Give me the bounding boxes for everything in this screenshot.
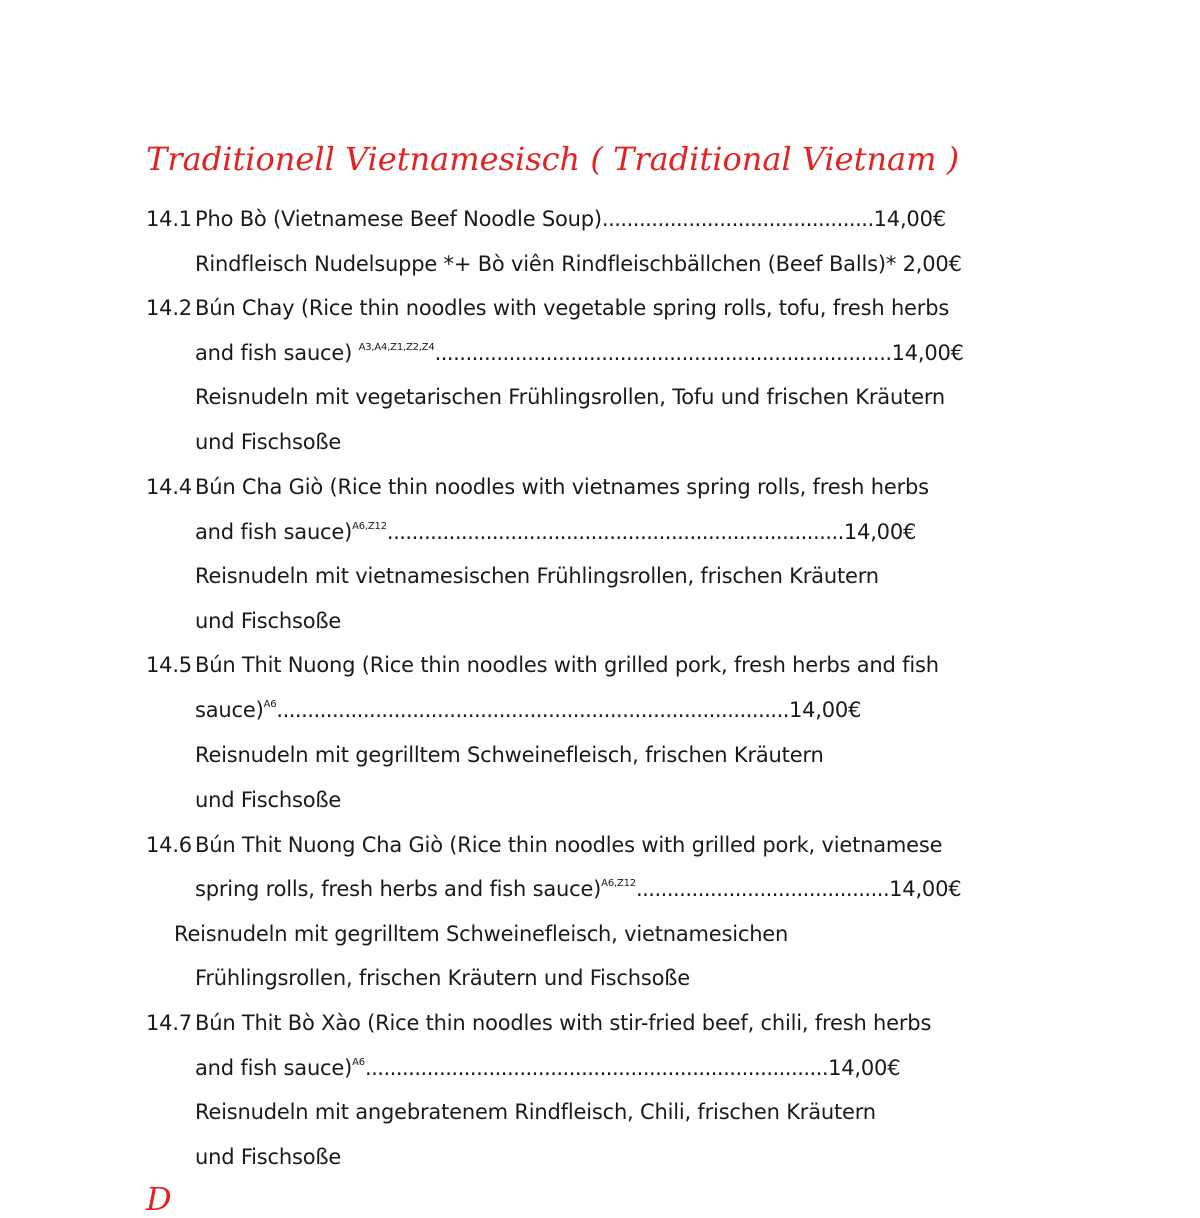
menu-item-14-1-title [146, 204, 946, 234]
item-price: 14,00€ [873, 207, 946, 231]
allergen-codes: A3,A4,Z1,Z2,Z4 [358, 342, 435, 353]
menu-item-14-5-description [195, 740, 824, 770]
item-description: Rindfleisch Nudelsuppe *+ Bò viên Rindfleischbällchen (Beef Balls)* 2,00€ [195, 252, 962, 276]
item-number: 14.2 [146, 296, 192, 320]
item-name: Bún Thit Nuong Cha Giò (Rice thin noodles with grilled pork, vietnamese [195, 833, 943, 857]
item-description: und Fischsoße [195, 609, 342, 633]
item-description: und Fischsoße [195, 1145, 342, 1169]
menu-item-14-5-title-cont [195, 695, 861, 725]
item-price: 14,00€ [889, 877, 962, 901]
menu-item-14-2-description-2 [195, 427, 341, 457]
item-name: Pho Bò (Vietnamese Beef Noodle Soup) [195, 207, 602, 231]
item-name-cont: and fish sauce) [195, 341, 353, 365]
menu-item-14-6-title [146, 830, 942, 860]
item-name-cont: and fish sauce) [195, 520, 353, 544]
section-title: Traditionell Vietnamesisch ( Traditional Vietnam ) [146, 140, 960, 178]
menu-item-14-6-description [174, 919, 788, 949]
item-number: 14.5 [146, 653, 192, 677]
leader-dots: ................................................................................... [276, 698, 789, 722]
item-description: und Fischsoße [195, 788, 342, 812]
leader-dots: .......................................................................... [386, 520, 844, 544]
item-number: 14.7 [146, 1011, 192, 1035]
menu-item-14-4-title-cont [195, 517, 916, 547]
item-price: 14,00€ [843, 520, 917, 544]
menu-item-14-5-title [146, 650, 939, 680]
item-name: Bún Cha Giò (Rice thin noodles with vietnames spring rolls, fresh herbs [195, 475, 929, 499]
allergen-codes: A6 [263, 699, 277, 710]
menu-item-14-4-description [195, 561, 879, 591]
menu-item-14-7-description-2 [195, 1142, 341, 1172]
leader-dots: .......................................................................... [434, 341, 892, 365]
menu-item-14-4-description-2 [195, 606, 341, 636]
item-number: 14.1 [146, 207, 192, 231]
leader-dots: ............................................ [601, 207, 874, 231]
menu-item-14-2-title [146, 293, 949, 323]
item-name: Bún Thit Nuong (Rice thin noodles with grilled pork, fresh herbs and fish [195, 653, 939, 677]
menu-item-14-7-description [195, 1097, 876, 1127]
item-name-cont: sauce) [195, 698, 264, 722]
allergen-codes: A6,Z12 [601, 878, 636, 889]
item-description: Reisnudeln mit vietnamesischen Frühlingsrollen, frischen Kräutern [195, 564, 879, 588]
allergen-codes: A6,Z12 [352, 521, 387, 532]
item-price: 14,00€ [891, 341, 964, 365]
menu-item-14-7-title [146, 1008, 931, 1038]
menu-item-14-2-title-cont [195, 338, 964, 368]
item-number: 14.4 [146, 475, 192, 499]
leader-dots: ........................................................................... [364, 1056, 829, 1080]
item-number: 14.6 [146, 833, 192, 857]
menu-item-14-7-title-cont [195, 1053, 900, 1083]
menu-item-14-1-description [195, 249, 962, 279]
menu-item-14-6-title-cont [195, 874, 961, 904]
item-price: 14,00€ [828, 1056, 901, 1080]
item-description: Reisnudeln mit vegetarischen Frühlingsrollen, Tofu und frischen Kräutern [195, 385, 946, 409]
allergen-codes: A6 [352, 1057, 365, 1068]
item-description: Reisnudeln mit gegrilltem Schweinefleisch, frischen Kräutern [195, 743, 824, 767]
item-description: Reisnudeln mit angebratenem Rindfleisch, Chili, frischen Kräutern [195, 1100, 876, 1124]
item-description: Frühlingsrollen, frischen Kräutern und Fischsoße [195, 966, 691, 990]
item-description: Reisnudeln mit gegrilltem Schweinefleisch, vietnamesichen [174, 922, 789, 946]
item-name: Bún Thit Bò Xào (Rice thin noodles with stir-fried beef, chili, fresh herbs [195, 1011, 932, 1035]
item-name: Bún Chay (Rice thin noodles with vegetable spring rolls, tofu, fresh herbs [195, 296, 950, 320]
menu-item-14-5-description-2 [195, 785, 341, 815]
menu-item-14-4-title [146, 472, 929, 502]
item-name-cont: and fish sauce) [195, 1056, 353, 1080]
item-description: und Fischsoße [195, 430, 342, 454]
menu-item-14-2-description [195, 382, 945, 412]
menu-item-14-6-description-2 [195, 963, 690, 993]
next-section-title: D [146, 1180, 172, 1218]
item-price: 14,00€ [788, 698, 862, 722]
leader-dots: ......................................... [635, 877, 890, 901]
item-name-cont: spring rolls, fresh herbs and fish sauce) [195, 877, 602, 901]
